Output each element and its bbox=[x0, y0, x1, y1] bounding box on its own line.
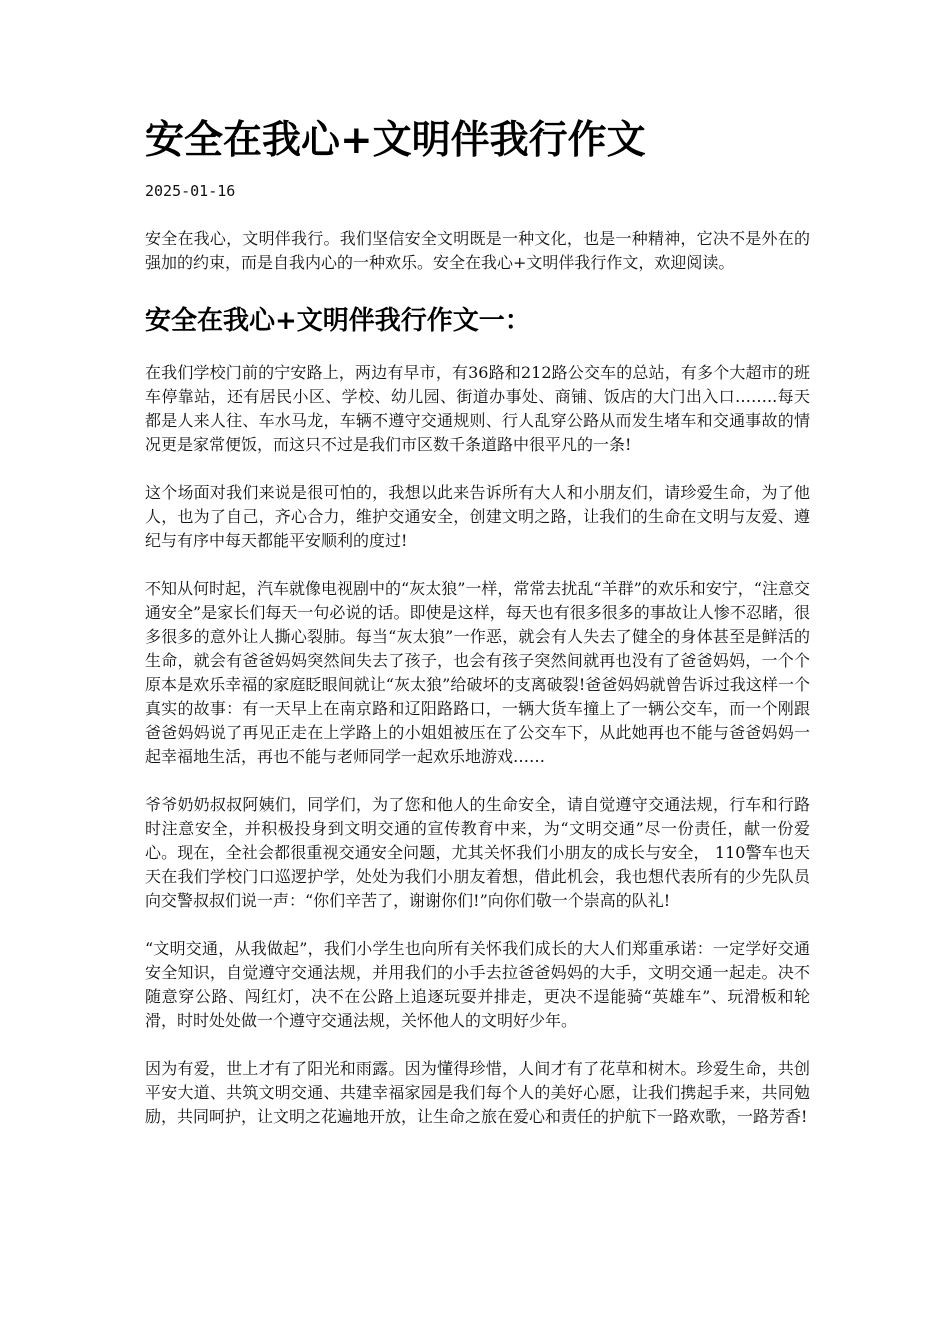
section-body bbox=[145, 361, 810, 1129]
body-paragraph-4: 爷爷奶奶叔叔阿姨们，同学们，为了您和他人的生命安全，请自觉遵守交通法规，行车和行路时注意安全，并积极投身到文明交通的宣传教育中来，为“文明交通”尽一份责任，献一份爱心。现在，全社会都很重视交通安全问题，尤其关怀我们小朋友的成长与安全， 110警车也天天在我们学校门口巡逻护学，处处为我们小朋友着想，借此机会，我也想代表所有的少先队员向交警叔叔们说一声：“你们辛苦了，谢谢你们!”向你们敬一个崇高的队礼! bbox=[145, 795, 810, 910]
body-paragraph-1: 在我们学校门前的宁安路上，两边有早市，有36路和212路公交车的总站，有多个大超市的班车停靠站，还有居民小区、学校、幼儿园、街道办事处、商铺、饭店的大门出入口……..每天都是人来人往、车水马龙，车辆不遵守交通规则、行人乱穿公路从而发生堵车和交通事故的情况更是家常便饭，而这只不过是我们市区数千条道路中很平凡的一条! bbox=[145, 363, 810, 454]
page-title: 安全在我心+文明伴我行作文 bbox=[145, 117, 646, 163]
body-paragraph-5: “文明交通，从我做起”，我们小学生也向所有关怀我们成长的大人们郑重承诺：一定学好交通安全知识，自觉遵守交通法规，并用我们的小手去拉爸爸妈妈的大手，文明交通一起走。决不随意穿公路、闯红灯，决不在公路上追逐玩耍并排走，更决不逞能骑“英雄车”、玩滑板和轮滑，时时处处做一个遵守交通法规，关怀他人的文明好少年。 bbox=[145, 939, 810, 1030]
body-paragraph-6: 因为有爱，世上才有了阳光和雨露。因为懂得珍惜，人间才有了花草和树木。珍爱生命，共创平安大道、共筑文明交通、共建幸福家园是我们每个人的美好心愿，让我们携起手来，共同勉励，共同呵护，让文明之花遍地开放，让生命之旅在爱心和责任的护航下一路欢歌，一路芳香! bbox=[145, 1059, 810, 1126]
body-paragraph-3: 不知从何时起，汽车就像电视剧中的“灰太狼”一样，常常去扰乱“羊群”的欢乐和安宁，“注意交通安全”是家长们每天一句必说的话。即使是这样，每天也有很多很多的事故让人惨不忍睹，很多很多的意外让人撕心裂肺。每当“灰太狼”一作恶，就会有人失去了健全的身体甚至是鲜活的生命，就会有爸爸妈妈突然间失去了孩子，也会有孩子突然间就再也没有了爸爸妈妈，一个个原本是欢乐幸福的家庭眨眼间就让“灰太狼”给破坏的支离破裂!爸爸妈妈就曾告诉过我这样一个真实的故事：有一天早上在南京路和辽阳路路口，一辆大货车撞上了一辆公交车，而一个刚跟爸爸妈妈说了再见正走在上学路上的小姐姐被压在了公交车下，从此她再也不能与爸爸妈妈一起幸福地生活，再也不能与老师同学一起欢乐地游戏…… bbox=[145, 579, 810, 766]
article bbox=[145, 112, 810, 1129]
publish-date: 2025-01-16 bbox=[145, 182, 236, 200]
intro-paragraph: 安全在我心，文明伴我行。我们坚信安全文明既是一种文化，也是一种精神，它决不是外在的强加的约束，而是自我内心的一种欢乐。安全在我心+文明伴我行作文，欢迎阅读。 bbox=[145, 229, 810, 272]
section-heading: 安全在我心+文明伴我行作文一： bbox=[145, 306, 531, 336]
body-paragraph-2: 这个场面对我们来说是很可怕的，我想以此来告诉所有大人和小朋友们，请珍爱生命，为了他人，也为了自己，齐心合力，维护交通安全，创建文明之路，让我们的生命在文明与友爱、遵纪与有序中每天都能平安顺利的度过! bbox=[145, 483, 810, 550]
